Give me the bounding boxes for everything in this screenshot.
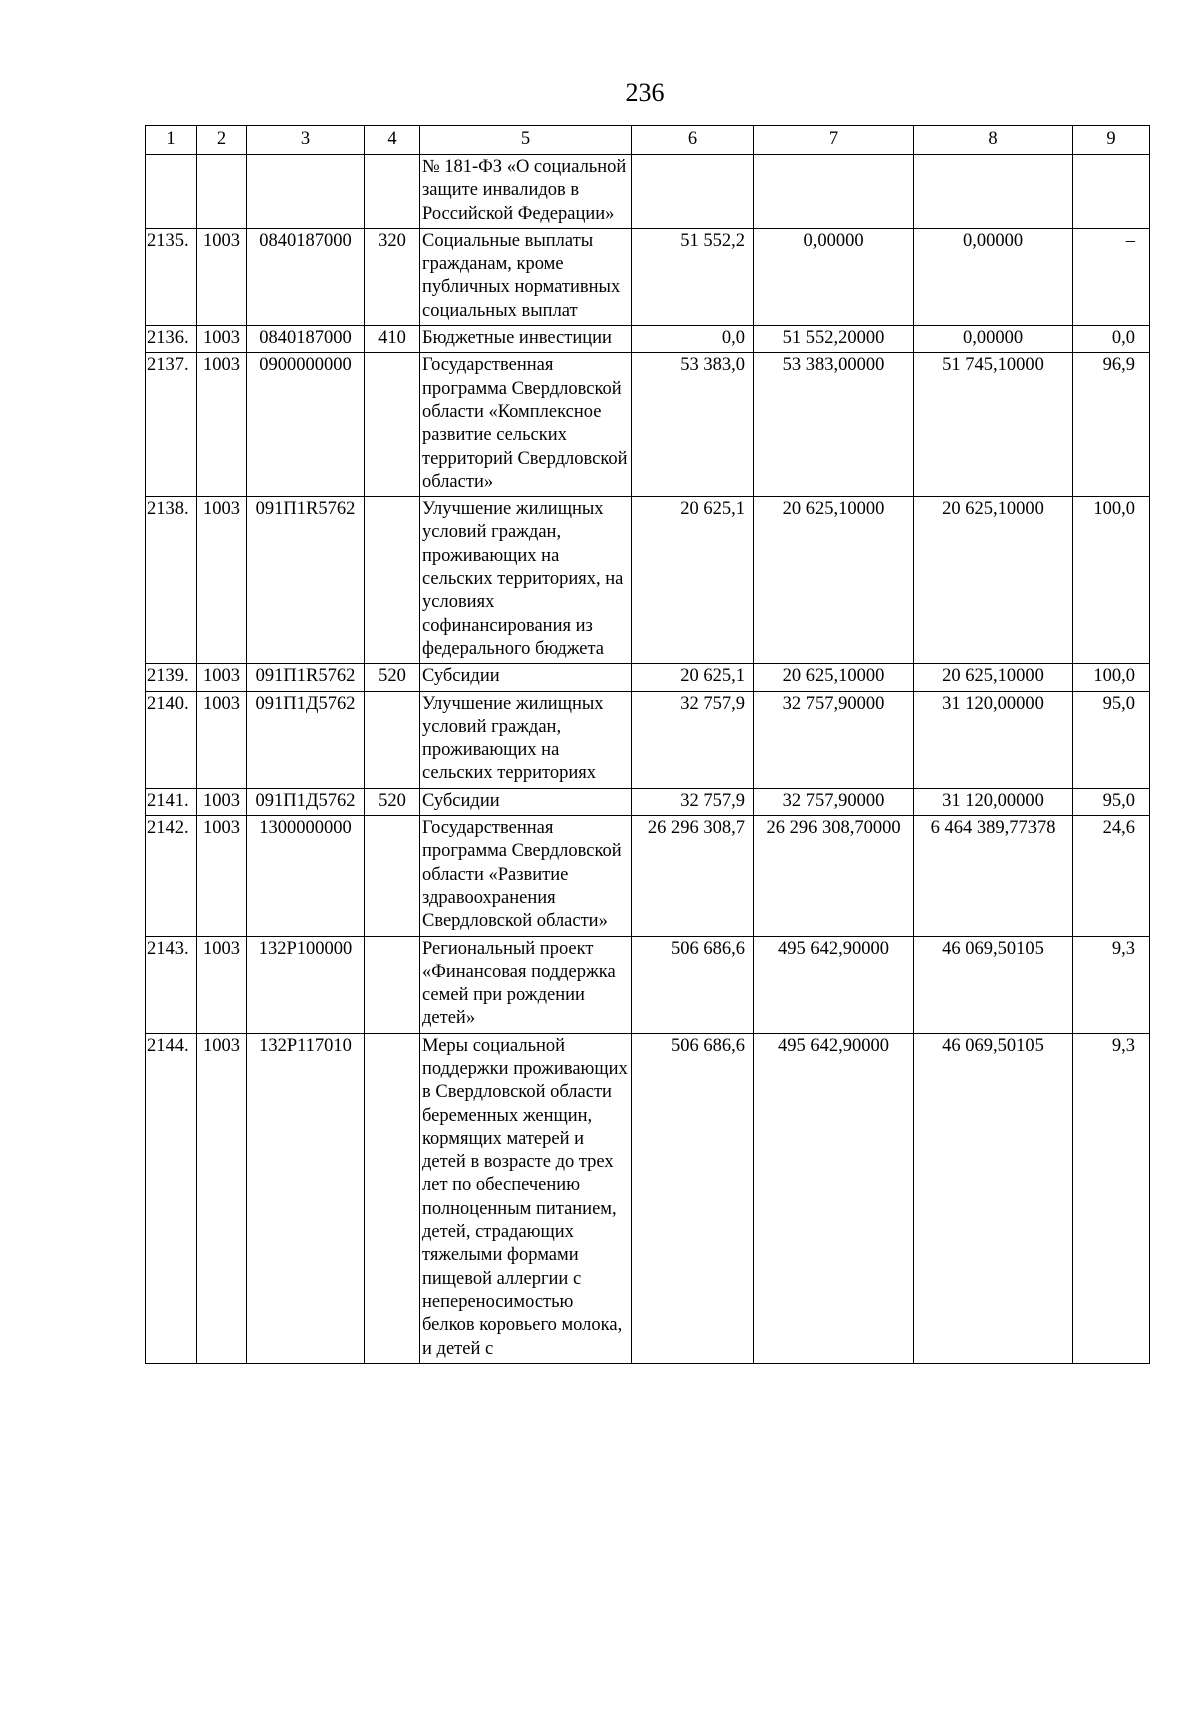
target-article-cell: 091П1R5762 (247, 664, 365, 691)
expense-type-cell: 520 (365, 788, 420, 815)
planned-amount-cell (632, 155, 754, 229)
item-name-cell: Субсидии (420, 788, 632, 815)
table-row (146, 936, 1150, 1033)
planned-amount-cell: 20 625,1 (632, 497, 754, 664)
item-name-cell: Улучшение жилищных условий граждан, проживающих на сельских территориях (420, 691, 632, 788)
expense-type-cell (365, 497, 420, 664)
row-number-cell: 2136. (146, 326, 197, 353)
executed-amount-cell: 0,00000 (914, 228, 1073, 325)
execution-percent-cell: 95,0 (1073, 788, 1150, 815)
item-name-cell: Региональный проект «Финансовая поддержка семей при рождении детей» (420, 936, 632, 1033)
target-article-cell: 0840187000 (247, 228, 365, 325)
budget-table (145, 125, 1150, 1364)
item-name-cell: № 181-ФЗ «О социальной защите инвалидов в Российской Федерации» (420, 155, 632, 229)
approved-amount-cell: 495 642,90000 (754, 936, 914, 1033)
approved-amount-cell: 32 757,90000 (754, 691, 914, 788)
planned-amount-cell: 0,0 (632, 326, 754, 353)
executed-amount-cell: 6 464 389,77378 (914, 816, 1073, 936)
table-row (146, 497, 1150, 664)
execution-percent-cell: 0,0 (1073, 326, 1150, 353)
expense-type-cell: 520 (365, 664, 420, 691)
expense-type-cell (365, 936, 420, 1033)
execution-percent-cell: 95,0 (1073, 691, 1150, 788)
column-header: 5 (420, 126, 632, 155)
table-row (146, 1033, 1150, 1363)
item-name-cell: Государственная программа Свердловской области «Комплексное развитие сельских территорий Свердловской области» (420, 353, 632, 497)
section-code-cell: 1003 (197, 788, 247, 815)
row-number-cell: 2144. (146, 1033, 197, 1363)
column-header: 3 (247, 126, 365, 155)
planned-amount-cell: 20 625,1 (632, 664, 754, 691)
execution-percent-cell: 100,0 (1073, 497, 1150, 664)
section-code-cell: 1003 (197, 664, 247, 691)
planned-amount-cell: 506 686,6 (632, 1033, 754, 1363)
item-name-cell: Бюджетные инвестиции (420, 326, 632, 353)
approved-amount-cell: 495 642,90000 (754, 1033, 914, 1363)
approved-amount-cell: 20 625,10000 (754, 664, 914, 691)
column-header: 9 (1073, 126, 1150, 155)
executed-amount-cell: 51 745,10000 (914, 353, 1073, 497)
target-article-cell: 091П1Д5762 (247, 788, 365, 815)
section-code-cell: 1003 (197, 1033, 247, 1363)
expense-type-cell: 410 (365, 326, 420, 353)
approved-amount-cell: 32 757,90000 (754, 788, 914, 815)
target-article-cell: 132P100000 (247, 936, 365, 1033)
row-number-cell: 2139. (146, 664, 197, 691)
execution-percent-cell: 96,9 (1073, 353, 1150, 497)
approved-amount-cell: 53 383,00000 (754, 353, 914, 497)
expense-type-cell (365, 353, 420, 497)
planned-amount-cell: 32 757,9 (632, 691, 754, 788)
expense-type-cell (365, 691, 420, 788)
table-row (146, 691, 1150, 788)
column-header: 2 (197, 126, 247, 155)
section-code-cell: 1003 (197, 816, 247, 936)
planned-amount-cell: 26 296 308,7 (632, 816, 754, 936)
target-article-cell: 0900000000 (247, 353, 365, 497)
section-code-cell: 1003 (197, 497, 247, 664)
executed-amount-cell: 20 625,10000 (914, 664, 1073, 691)
row-number-cell: 2141. (146, 788, 197, 815)
approved-amount-cell (754, 155, 914, 229)
executed-amount-cell: 46 069,50105 (914, 936, 1073, 1033)
approved-amount-cell: 26 296 308,70000 (754, 816, 914, 936)
expense-type-cell (365, 816, 420, 936)
executed-amount-cell: 31 120,00000 (914, 691, 1073, 788)
item-name-cell: Меры социальной поддержки проживающих в Свердловской области беременных женщин, кормящих матерей и детей в возрасте до трех лет по обеспечению полноценным питанием, детей, страдающих тяжелыми формами пищевой аллергии с непереносимостью белков коровьего молока, и детей с (420, 1033, 632, 1363)
planned-amount-cell: 32 757,9 (632, 788, 754, 815)
section-code-cell: 1003 (197, 326, 247, 353)
column-header: 6 (632, 126, 754, 155)
section-code-cell: 1003 (197, 228, 247, 325)
planned-amount-cell: 506 686,6 (632, 936, 754, 1033)
executed-amount-cell: 46 069,50105 (914, 1033, 1073, 1363)
section-code-cell (197, 155, 247, 229)
section-code-cell: 1003 (197, 936, 247, 1033)
execution-percent-cell: – (1073, 228, 1150, 325)
execution-percent-cell: 100,0 (1073, 664, 1150, 691)
execution-percent-cell: 24,6 (1073, 816, 1150, 936)
table-row (146, 664, 1150, 691)
section-code-cell: 1003 (197, 691, 247, 788)
section-code-cell: 1003 (197, 353, 247, 497)
table-row (146, 353, 1150, 497)
executed-amount-cell: 20 625,10000 (914, 497, 1073, 664)
table-row (146, 788, 1150, 815)
table-body (146, 155, 1150, 1364)
executed-amount-cell: 31 120,00000 (914, 788, 1073, 815)
page-number: 236 (625, 78, 665, 107)
execution-percent-cell: 9,3 (1073, 936, 1150, 1033)
approved-amount-cell: 0,00000 (754, 228, 914, 325)
expense-type-cell: 320 (365, 228, 420, 325)
executed-amount-cell (914, 155, 1073, 229)
column-header: 8 (914, 126, 1073, 155)
row-number-cell (146, 155, 197, 229)
target-article-cell: 091П1R5762 (247, 497, 365, 664)
row-number-cell: 2135. (146, 228, 197, 325)
expense-type-cell (365, 155, 420, 229)
row-number-cell: 2142. (146, 816, 197, 936)
target-article-cell: 091П1Д5762 (247, 691, 365, 788)
approved-amount-cell: 20 625,10000 (754, 497, 914, 664)
target-article-cell: 132P117010 (247, 1033, 365, 1363)
table-row (146, 155, 1150, 229)
row-number-cell: 2137. (146, 353, 197, 497)
execution-percent-cell: 9,3 (1073, 1033, 1150, 1363)
target-article-cell: 0840187000 (247, 326, 365, 353)
item-name-cell: Субсидии (420, 664, 632, 691)
expense-type-cell (365, 1033, 420, 1363)
column-header: 7 (754, 126, 914, 155)
target-article-cell: 1300000000 (247, 816, 365, 936)
column-header: 4 (365, 126, 420, 155)
header-row (146, 126, 1150, 155)
table-row (146, 228, 1150, 325)
table-row (146, 816, 1150, 936)
executed-amount-cell: 0,00000 (914, 326, 1073, 353)
table-row (146, 326, 1150, 353)
target-article-cell (247, 155, 365, 229)
row-number-cell: 2140. (146, 691, 197, 788)
column-header: 1 (146, 126, 197, 155)
item-name-cell: Государственная программа Свердловской области «Развитие здравоохранения Свердловской области» (420, 816, 632, 936)
row-number-cell: 2138. (146, 497, 197, 664)
execution-percent-cell (1073, 155, 1150, 229)
item-name-cell: Улучшение жилищных условий граждан, проживающих на сельских территориях, на условиях софинансирования из федерального бюджета (420, 497, 632, 664)
item-name-cell: Социальные выплаты гражданам, кроме публичных нормативных социальных выплат (420, 228, 632, 325)
table-header (146, 126, 1150, 155)
planned-amount-cell: 53 383,0 (632, 353, 754, 497)
approved-amount-cell: 51 552,20000 (754, 326, 914, 353)
row-number-cell: 2143. (146, 936, 197, 1033)
planned-amount-cell: 51 552,2 (632, 228, 754, 325)
